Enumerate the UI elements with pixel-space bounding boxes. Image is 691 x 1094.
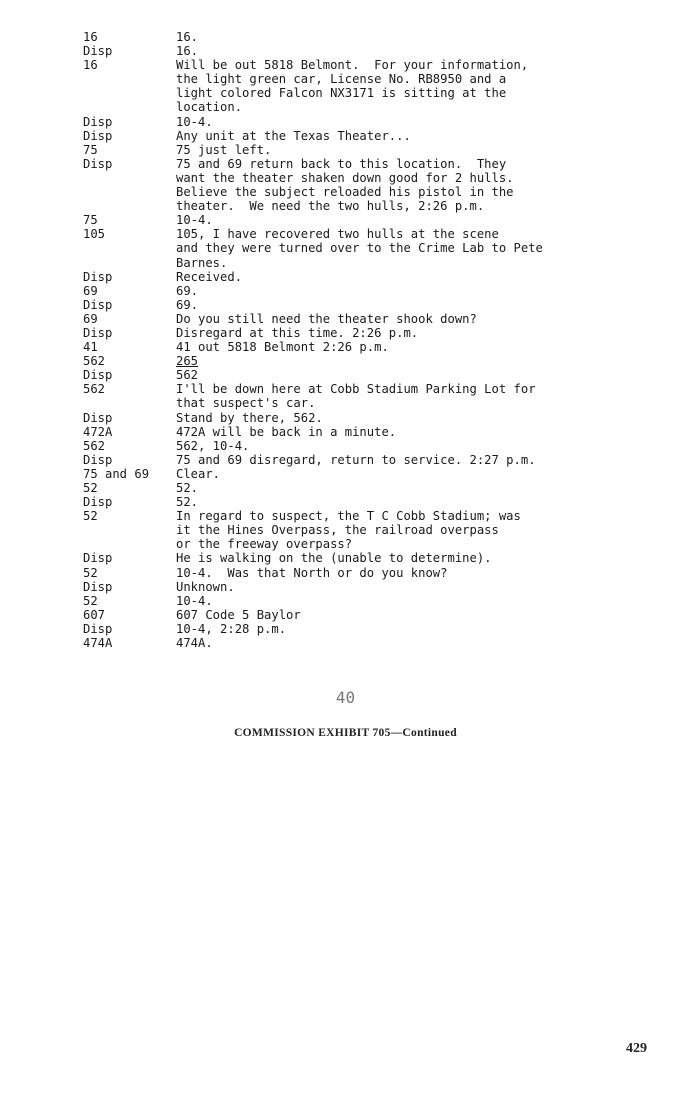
message-line: want the theater shaken down good for 2 hulls. <box>176 170 514 185</box>
transcript-entry <box>83 622 683 636</box>
speaker-label: Disp <box>83 156 113 171</box>
message-line: 16. <box>176 30 199 44</box>
message-line: Do you still need the theater shook down? <box>176 311 477 326</box>
transcript-entry <box>83 453 683 467</box>
message-line: theater. We need the two hulls, 2:26 p.m. <box>176 199 485 214</box>
message-text <box>176 467 683 481</box>
speaker-label: Disp <box>83 410 113 425</box>
message-line: 52. <box>176 495 199 510</box>
message-text <box>176 143 683 157</box>
message-line: location. <box>176 100 243 115</box>
exhibit-page-stamp: 40 <box>335 688 356 707</box>
transcript-entry <box>83 284 683 298</box>
message-text <box>176 453 683 467</box>
message-line: Unknown. <box>176 579 235 594</box>
message-text <box>176 157 683 213</box>
message-text <box>176 298 683 312</box>
speaker-label: Disp <box>83 269 113 284</box>
message-text <box>176 340 683 354</box>
transcript-entry <box>83 636 683 650</box>
message-line: Stand by there, 562. <box>176 410 323 425</box>
speaker-label: Disp <box>83 297 113 312</box>
speaker-label: 41 <box>83 340 98 355</box>
transcript-entry <box>83 411 683 425</box>
message-text <box>176 270 683 284</box>
speaker-label: Disp <box>83 551 113 566</box>
transcript-entry <box>83 594 683 608</box>
transcript-entry <box>83 368 683 382</box>
speaker-label: 105 <box>83 227 106 242</box>
message-line: 10-4. <box>176 213 213 228</box>
message-text <box>176 44 683 58</box>
message-line: 52. <box>176 481 199 495</box>
page-number: 429 <box>626 1041 647 1056</box>
message-text <box>176 425 683 439</box>
message-line: In regard to suspect, the T C Cobb Stadium; was <box>176 509 521 524</box>
message-text <box>176 608 683 622</box>
message-text <box>176 580 683 594</box>
transcript-entry <box>83 44 683 58</box>
message-text <box>176 382 683 410</box>
speaker-label: Disp <box>83 621 113 636</box>
speaker-label: 75 <box>83 142 98 157</box>
message-line: 472A will be back in a minute. <box>176 424 397 439</box>
message-text <box>176 636 683 650</box>
message-line: 75 and 69 disregard, return to service. 2:27 p.m. <box>176 452 536 467</box>
transcript-entry <box>83 509 683 551</box>
transcript-entry <box>83 425 683 439</box>
message-line: 562 <box>176 368 199 383</box>
transcript-entry <box>83 354 683 368</box>
speaker-label: 16 <box>83 30 98 44</box>
speaker-label: Disp <box>83 452 113 467</box>
speaker-label: 474A <box>83 636 113 651</box>
transcript-entry <box>83 326 683 340</box>
message-text <box>176 439 683 453</box>
speaker-label: Disp <box>83 114 113 129</box>
message-text <box>176 368 683 382</box>
transcript-entry <box>83 439 683 453</box>
transcript-entry <box>83 143 683 157</box>
speaker-label: 75 <box>83 213 98 228</box>
transcript-entry <box>83 382 683 410</box>
message-line: and they were turned over to the Crime Lab to Pete <box>176 241 543 256</box>
message-text <box>176 566 683 580</box>
transcript-entry <box>83 580 683 594</box>
transcript-entry <box>83 227 683 269</box>
message-line <box>176 354 683 368</box>
speaker-label: 562 <box>83 354 106 369</box>
message-text <box>176 227 683 269</box>
message-line: 75 just left. <box>176 142 272 157</box>
message-text <box>176 326 683 340</box>
message-text <box>176 594 683 608</box>
message-text <box>176 30 683 44</box>
speaker-label: 52 <box>83 565 98 580</box>
transcript-entry <box>83 270 683 284</box>
exhibit-caption: COMMISSION EXHIBIT 705—Continued <box>234 727 457 739</box>
speaker-label: 562 <box>83 382 106 397</box>
message-line: 10-4. Was that North or do you know? <box>176 565 448 580</box>
message-line: 75 and 69 return back to this location. They <box>176 156 507 171</box>
speaker-label: 472A <box>83 424 113 439</box>
message-line: Any unit at the Texas Theater... <box>176 128 411 143</box>
transcript-entry <box>83 481 683 495</box>
message-line: it the Hines Overpass, the railroad overpass <box>176 523 499 538</box>
radio-transcript <box>83 30 683 650</box>
message-line: 105, I have recovered two hulls at the scene <box>176 227 499 242</box>
message-line: Clear. <box>176 466 221 481</box>
message-text <box>176 551 683 565</box>
speaker-label: 52 <box>83 593 98 608</box>
message-text <box>176 284 683 298</box>
transcript-entry <box>83 340 683 354</box>
message-line: Disregard at this time. 2:26 p.m. <box>176 325 419 340</box>
message-text <box>176 312 683 326</box>
speaker-label: 52 <box>83 509 98 524</box>
message-text <box>176 411 683 425</box>
message-line: 562, 10-4. <box>176 438 250 453</box>
speaker-label: Disp <box>83 44 113 59</box>
speaker-label: 69 <box>83 283 98 298</box>
message-line: Believe the subject reloaded his pistol in the <box>176 185 514 200</box>
message-text <box>176 622 683 636</box>
speaker-label: 69 <box>83 311 98 326</box>
message-text <box>176 354 683 368</box>
message-line: 10-4. <box>176 593 213 608</box>
speaker-label: 52 <box>83 481 98 495</box>
transcript-entry <box>83 213 683 227</box>
message-line: 69. <box>176 283 199 298</box>
message-line: 41 out 5818 Belmont 2:26 p.m. <box>176 340 389 355</box>
speaker-label: Disp <box>83 495 113 510</box>
message-line: light colored Falcon NX3171 is sitting at the <box>176 86 507 101</box>
message-line: that suspect's car. <box>176 396 316 411</box>
transcript-entry <box>83 58 683 114</box>
message-line: 10-4, 2:28 p.m. <box>176 621 287 636</box>
transcript-entry <box>83 129 683 143</box>
transcript-entry <box>83 157 683 213</box>
speaker-label: 75 and 69 <box>83 466 150 481</box>
message-text <box>176 129 683 143</box>
message-line: 16. <box>176 44 199 59</box>
underlined-text: 265 <box>176 354 199 369</box>
speaker-label: Disp <box>83 128 113 143</box>
message-text <box>176 509 683 551</box>
message-text <box>176 481 683 495</box>
transcript-entry <box>83 467 683 481</box>
transcript-entry <box>83 551 683 565</box>
speaker-label: 562 <box>83 438 106 453</box>
transcript-entry <box>83 608 683 622</box>
speaker-label: Disp <box>83 579 113 594</box>
message-text <box>176 495 683 509</box>
transcript-entry <box>83 30 683 44</box>
message-text <box>176 58 683 114</box>
message-line: 10-4. <box>176 114 213 129</box>
message-line: 69. <box>176 297 199 312</box>
transcript-entry <box>83 566 683 580</box>
speaker-label: Disp <box>83 325 113 340</box>
transcript-entry <box>83 312 683 326</box>
message-line: Will be out 5818 Belmont. For your information, <box>176 58 529 73</box>
message-line: Barnes. <box>176 255 228 270</box>
speaker-label: 607 <box>83 607 106 622</box>
message-line: I'll be down here at Cobb Stadium Parking Lot for <box>176 382 536 397</box>
message-line: the light green car, License No. RB8950 and a <box>176 72 507 87</box>
message-text <box>176 115 683 129</box>
message-line: He is walking on the (unable to determine). <box>176 551 492 566</box>
transcript-entry <box>83 298 683 312</box>
message-line: Received. <box>176 269 243 284</box>
message-line: or the freeway overpass? <box>176 537 353 552</box>
speaker-label: 16 <box>83 58 98 73</box>
transcript-entry <box>83 115 683 129</box>
transcript-entry <box>83 495 683 509</box>
message-line: 474A. <box>176 636 213 651</box>
message-text <box>176 213 683 227</box>
speaker-label: Disp <box>83 368 113 383</box>
message-line: 607 Code 5 Baylor <box>176 607 301 622</box>
